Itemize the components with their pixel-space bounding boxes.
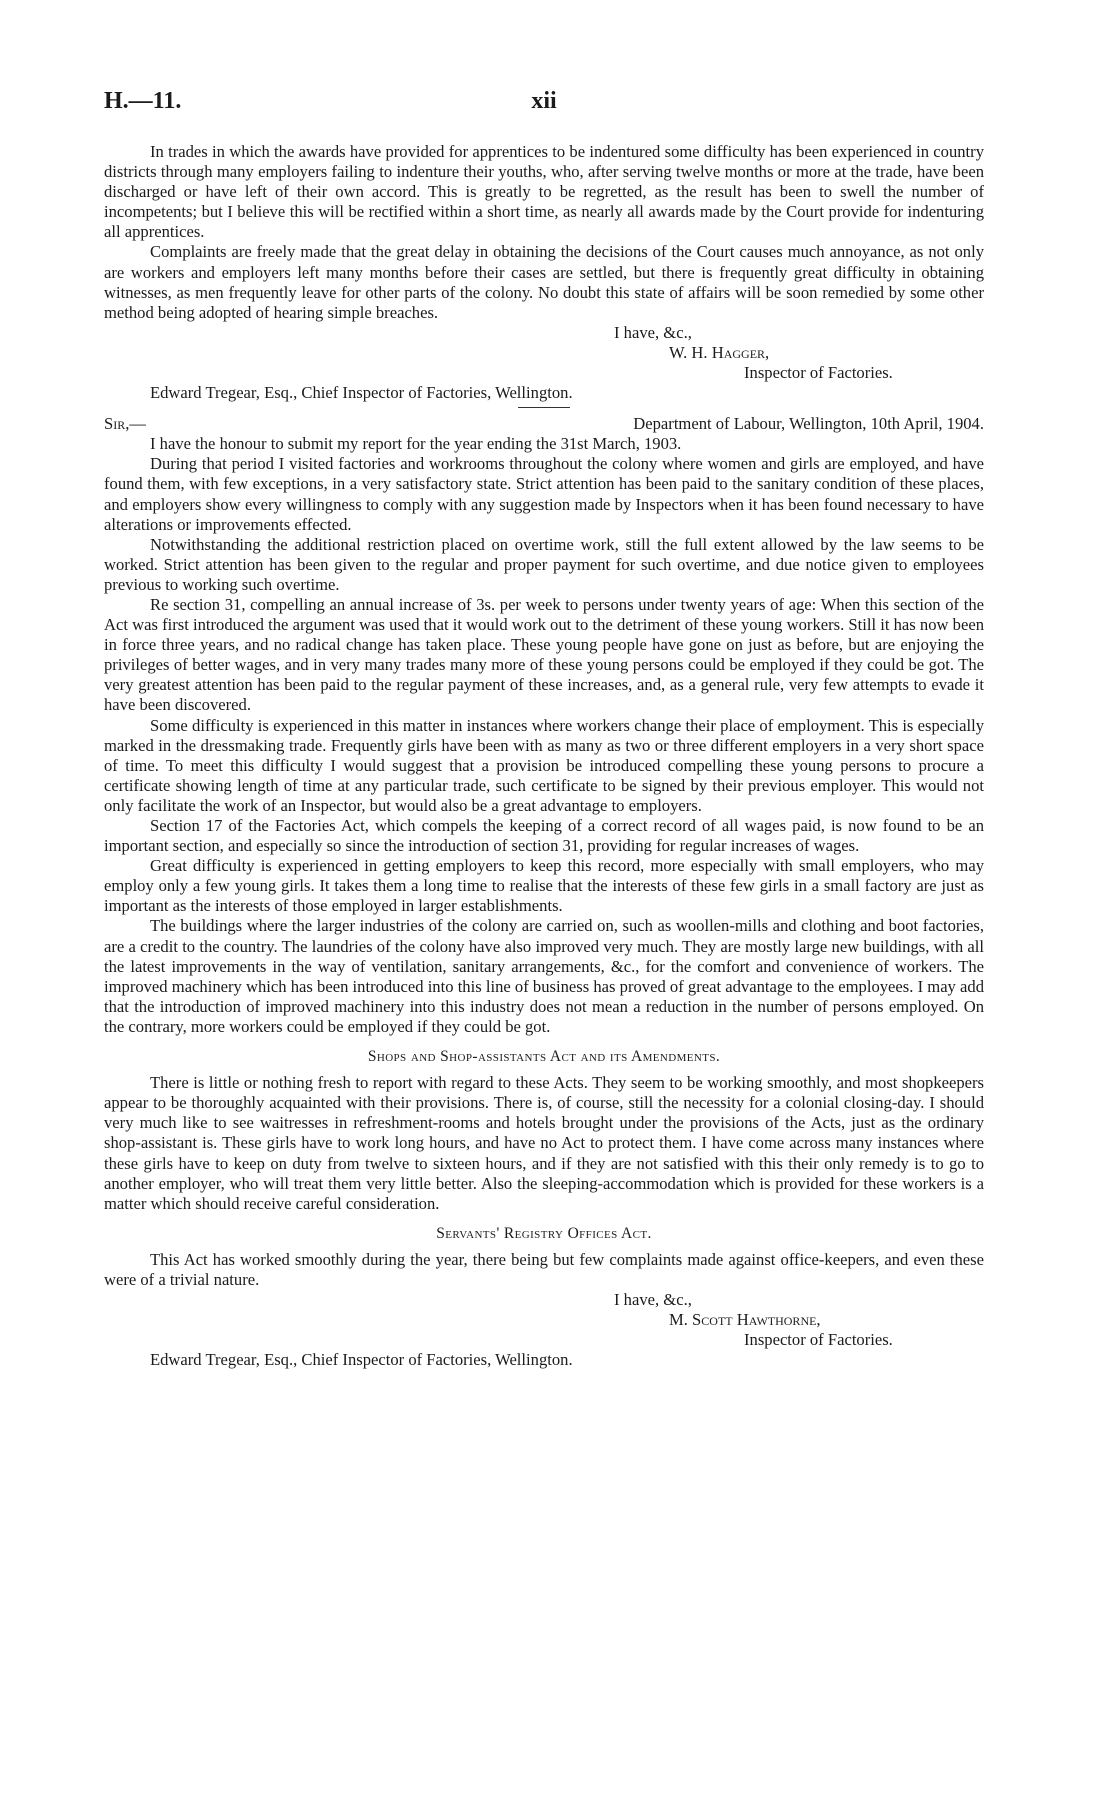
paragraph: The buildings where the larger industries of the colony are carried on, such as woollen-mills and clothing and boot factories, are a credit to the country. The laundries of the colony have also improved very much. They are mostly large new buildings, with all the latest improvements in the way of ventilation, sanitary arrangements, &c., for the comfort and convenience of workers. The improved machinery which has been introduced into this line of business has proved of great advantage to the employees. I may add that the introduction of improved machinery into this industry does not mean a reduction in the number of persons employed. On the contrary, more workers could be employed if they could be got.	[104, 916, 984, 1036]
document-body	[104, 142, 984, 1370]
salutation: Sir,—	[104, 414, 146, 434]
closing: I have, &c.,	[614, 1290, 692, 1310]
section-divider	[518, 407, 570, 408]
paragraph: Notwithstanding the additional restriction placed on overtime work, still the full extent allowed by the law seems to be worked. Strict attention has been given to the regular and proper payment for such overtime, and due notice given to employees previous to working such overtime.	[104, 534, 984, 594]
paragraph: Section 17 of the Factories Act, which compels the keeping of a correct record of all wages paid, is now found to be an important section, and especially so since the introduction of section 31, providing for regular increases of wages.	[104, 816, 984, 856]
salutation-row	[104, 414, 984, 434]
addressee: Edward Tregear, Esq., Chief Inspector of Factories, Wellington.	[150, 383, 573, 403]
paragraph: Complaints are freely made that the great delay in obtaining the decisions of the Court causes much annoyance, as not only are workers and employers left many months before their cases are settled, but there is frequently great difficulty in obtaining witnesses, as men frequently leave for other parts of the colony. No doubt this state of affairs will be soon remedied by some other method being adopted of hearing simple breaches.	[104, 242, 984, 322]
section-heading: Shops and Shop-assistants Act and its Amendments.	[367, 1048, 721, 1066]
report-hawthorne	[104, 414, 984, 1370]
paragraph: I have the honour to submit my report for the year ending the 31st March, 1903.	[150, 434, 682, 454]
signatory-title: Inspector of Factories.	[744, 363, 893, 383]
paragraph: Re section 31, compelling an annual increase of 3s. per week to persons under twenty years of age: When this section of the Act was first introduced the argument was used that it would work out to the detriment of these young workers. Still it has now been in force three years, and no radical change has taken place. These young people have gone on just as before, but are enjoying the privileges of better wages, and in very many trades many more of these young persons could be employed if they could be got. The very greatest attention has been paid to the regular payment of these increases, and, as a general rule, very few attempts to evade it have been discovered.	[104, 594, 984, 715]
paragraph: In trades in which the awards have provided for apprentices to be indentured some difficulty has been experienced in country districts through many employers failing to indenture their youths, who, after serving twelve months or more at the trade, have been discharged or have left of their own accord. This is greatly to be regretted, as the result has been to swell the number of incompetents; but I believe this will be rectified within a short time, as nearly all awards made by the Court provide for indenturing all apprentices.	[104, 142, 984, 242]
paragraph: Great difficulty is experienced in getting employers to keep this record, more especially with small employers, who may employ only a few young girls. It takes them a long time to realise that the interests of these few girls in a small factory are just as important as the interests of those employed in larger establishments.	[104, 856, 984, 916]
signatory-name: W. H. Hagger,	[669, 342, 770, 362]
page-number: xii	[531, 88, 557, 114]
dateline: Department of Labour, Wellington, 10th April, 1904.	[633, 414, 984, 434]
document-id: H.—11.	[104, 88, 182, 114]
paragraph: During that period I visited factories and workrooms throughout the colony where women and girls are employed, and have found them, with few exceptions, in a very satisfactory state. Strict attention has been paid to the sanitary condition of these places, and employers show every willingness to comply with any suggestion made by Inspectors when it has been found necessary to have alterations or improvements effected.	[104, 454, 984, 534]
report-hagger	[104, 142, 984, 403]
signatory-name: M. Scott Hawthorne,	[669, 1310, 821, 1330]
closing: I have, &c.,	[614, 322, 692, 342]
signatory-title: Inspector of Factories.	[744, 1330, 893, 1350]
page-header	[104, 88, 984, 118]
paragraph: This Act has worked smoothly during the year, there being but few complaints made against office-keepers, and even these were of a trivial nature.	[104, 1249, 984, 1289]
addressee: Edward Tregear, Esq., Chief Inspector of Factories, Wellington.	[150, 1350, 573, 1370]
paragraph: There is little or nothing fresh to report with regard to these Acts. They seem to be working smoothly, and most shopkeepers appear to be thoroughly acquainted with their provisions. There is, of course, still the necessity for a colonial closing-day. I should very much like to see waitresses in refreshment-rooms and hotels brought under the provisions of the Acts, just as the ordinary shop-assistant is. These girls have to work long hours, and have no Act to protect them. I have come across many instances where these girls have to keep on duty from twelve to sixteen hours, and if they are not satisfied with this their only remedy is to go to another employer, who will treat them very little better. Also the sleeping-accommodation which is provided for these workers is a matter which should receive careful consideration.	[104, 1073, 984, 1213]
paragraph: Some difficulty is experienced in this matter in instances where workers change their place of employment. This is especially marked in the dressmaking trade. Frequently girls have been with as many as two or three different employers in a very short space of time. To meet this difficulty I would suggest that a provision be introduced compelling these young persons to procure a certificate showing length of time at any particular trade, such certificate to be signed by their previous employer. This would not only facilitate the work of an Inspector, but would also be a great advantage to employers.	[104, 715, 984, 815]
section-heading: Servants' Registry Offices Act.	[436, 1224, 652, 1242]
